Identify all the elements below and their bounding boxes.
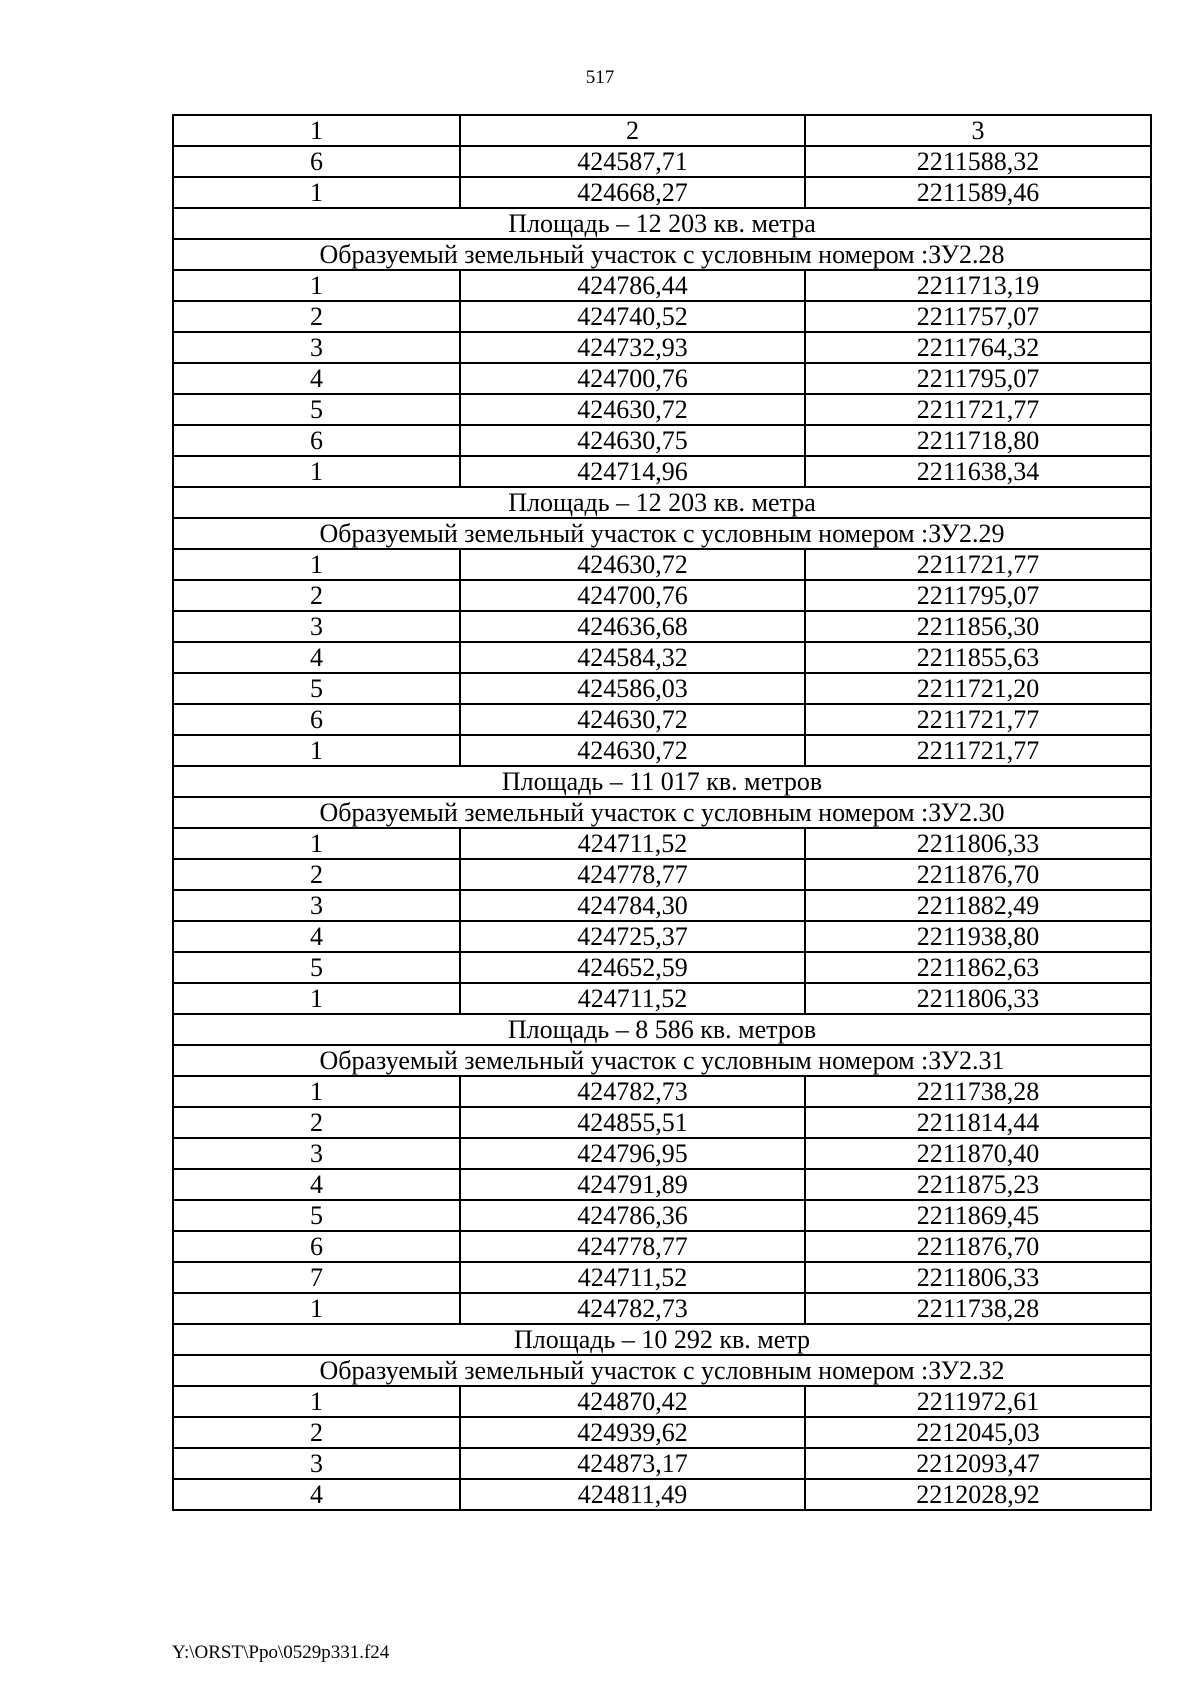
- x-coordinate-cell: 424778,77: [460, 859, 805, 890]
- table-row: [173, 921, 1151, 952]
- x-coordinate-cell: 424782,73: [460, 1293, 805, 1324]
- y-coordinate-cell: 2211856,30: [805, 611, 1151, 642]
- page-number: 517: [585, 67, 615, 88]
- y-coordinate-cell: 2211721,77: [805, 704, 1151, 735]
- table-row: [173, 1386, 1151, 1417]
- y-coordinate-cell: 2211938,80: [805, 921, 1151, 952]
- y-coordinate-cell: 2211876,70: [805, 859, 1151, 890]
- point-number-cell: 5: [173, 1200, 460, 1231]
- y-coordinate-cell: 2212028,92: [805, 1479, 1151, 1510]
- table-row: [173, 270, 1151, 301]
- point-number-cell: 4: [173, 363, 460, 394]
- section-label: Площадь – 8 586 кв. метров: [173, 1014, 1151, 1045]
- x-coordinate-cell: 424711,52: [460, 1262, 805, 1293]
- y-coordinate-cell: 2211795,07: [805, 363, 1151, 394]
- point-number-cell: 3: [173, 1138, 460, 1169]
- x-coordinate-cell: 424784,30: [460, 890, 805, 921]
- point-number-cell: 1: [173, 735, 460, 766]
- y-coordinate-cell: 2211870,40: [805, 1138, 1151, 1169]
- table-row: [173, 1138, 1151, 1169]
- table-row: [173, 456, 1151, 487]
- x-coordinate-cell: 424711,52: [460, 983, 805, 1014]
- y-coordinate-cell: 2211721,77: [805, 394, 1151, 425]
- x-coordinate-cell: 424700,76: [460, 363, 805, 394]
- x-coordinate-cell: 424700,76: [460, 580, 805, 611]
- section-label: Площадь – 11 017 кв. метров: [173, 766, 1151, 797]
- y-coordinate-cell: 2211738,28: [805, 1076, 1151, 1107]
- table-body: [173, 146, 1151, 1510]
- table-row: [173, 1262, 1151, 1293]
- section-row: [173, 797, 1151, 828]
- x-coordinate-cell: 424630,75: [460, 425, 805, 456]
- x-coordinate-cell: 424939,62: [460, 1417, 805, 1448]
- x-coordinate-cell: 424870,42: [460, 1386, 805, 1417]
- section-label: Образуемый земельный участок с условным номером :ЗУ2.29: [173, 518, 1151, 549]
- point-number-cell: 3: [173, 890, 460, 921]
- point-number-cell: 1: [173, 1293, 460, 1324]
- section-row: [173, 518, 1151, 549]
- table-row: [173, 859, 1151, 890]
- table-row: [173, 983, 1151, 1014]
- table-row: [173, 177, 1151, 208]
- point-number-cell: 4: [173, 921, 460, 952]
- section-row: [173, 1355, 1151, 1386]
- y-coordinate-cell: 2211718,80: [805, 425, 1151, 456]
- section-row: [173, 1324, 1151, 1355]
- point-number-cell: 1: [173, 1076, 460, 1107]
- table-row: [173, 332, 1151, 363]
- section-row: [173, 487, 1151, 518]
- x-coordinate-cell: 424786,44: [460, 270, 805, 301]
- x-coordinate-cell: 424587,71: [460, 146, 805, 177]
- point-number-cell: 1: [173, 983, 460, 1014]
- table-row: [173, 1417, 1151, 1448]
- x-coordinate-cell: 424791,89: [460, 1169, 805, 1200]
- table-row: [173, 704, 1151, 735]
- point-number-cell: 2: [173, 1107, 460, 1138]
- point-number-cell: 1: [173, 1386, 460, 1417]
- section-label: Образуемый земельный участок с условным номером :ЗУ2.30: [173, 797, 1151, 828]
- y-coordinate-cell: 2211764,32: [805, 332, 1151, 363]
- column-header-y: 3: [805, 115, 1151, 146]
- x-coordinate-cell: 424714,96: [460, 456, 805, 487]
- x-coordinate-cell: 424855,51: [460, 1107, 805, 1138]
- x-coordinate-cell: 424636,68: [460, 611, 805, 642]
- x-coordinate-cell: 424725,37: [460, 921, 805, 952]
- coordinates-table: [172, 114, 1152, 1511]
- table-row: [173, 549, 1151, 580]
- table-row: [173, 1479, 1151, 1510]
- y-coordinate-cell: 2211806,33: [805, 983, 1151, 1014]
- section-label: Образуемый земельный участок с условным номером :ЗУ2.31: [173, 1045, 1151, 1076]
- x-coordinate-cell: 424711,52: [460, 828, 805, 859]
- point-number-cell: 5: [173, 394, 460, 425]
- point-number-cell: 2: [173, 580, 460, 611]
- section-row: [173, 766, 1151, 797]
- y-coordinate-cell: 2211875,23: [805, 1169, 1151, 1200]
- point-number-cell: 3: [173, 332, 460, 363]
- x-coordinate-cell: 424778,77: [460, 1231, 805, 1262]
- x-coordinate-cell: 424586,03: [460, 673, 805, 704]
- point-number-cell: 2: [173, 301, 460, 332]
- table-row: [173, 735, 1151, 766]
- x-coordinate-cell: 424652,59: [460, 952, 805, 983]
- file-path-footer: Y:\ORST\Ppo\0529p331.f24: [172, 1642, 390, 1663]
- y-coordinate-cell: 2211876,70: [805, 1231, 1151, 1262]
- section-label: Площадь – 12 203 кв. метра: [173, 208, 1151, 239]
- y-coordinate-cell: 2211806,33: [805, 828, 1151, 859]
- point-number-cell: 7: [173, 1262, 460, 1293]
- table-row: [173, 146, 1151, 177]
- point-number-cell: 6: [173, 1231, 460, 1262]
- section-row: [173, 208, 1151, 239]
- point-number-cell: 5: [173, 952, 460, 983]
- point-number-cell: 6: [173, 425, 460, 456]
- x-coordinate-cell: 424630,72: [460, 704, 805, 735]
- table-row: [173, 611, 1151, 642]
- point-number-cell: 2: [173, 1417, 460, 1448]
- table-row: [173, 394, 1151, 425]
- y-coordinate-cell: 2212045,03: [805, 1417, 1151, 1448]
- x-coordinate-cell: 424584,32: [460, 642, 805, 673]
- table-header-row: [173, 115, 1151, 146]
- point-number-cell: 3: [173, 1448, 460, 1479]
- table-row: [173, 1448, 1151, 1479]
- column-header-x: 2: [460, 115, 805, 146]
- y-coordinate-cell: 2211588,32: [805, 146, 1151, 177]
- x-coordinate-cell: 424630,72: [460, 735, 805, 766]
- section-label: Площадь – 12 203 кв. метра: [173, 487, 1151, 518]
- y-coordinate-cell: 2211713,19: [805, 270, 1151, 301]
- x-coordinate-cell: 424630,72: [460, 549, 805, 580]
- point-number-cell: 4: [173, 1169, 460, 1200]
- point-number-cell: 1: [173, 177, 460, 208]
- point-number-cell: 2: [173, 859, 460, 890]
- table-row: [173, 1200, 1151, 1231]
- y-coordinate-cell: 2211795,07: [805, 580, 1151, 611]
- x-coordinate-cell: 424796,95: [460, 1138, 805, 1169]
- y-coordinate-cell: 2211855,63: [805, 642, 1151, 673]
- y-coordinate-cell: 2211638,34: [805, 456, 1151, 487]
- x-coordinate-cell: 424786,36: [460, 1200, 805, 1231]
- section-row: [173, 239, 1151, 270]
- table-row: [173, 1107, 1151, 1138]
- point-number-cell: 6: [173, 704, 460, 735]
- section-row: [173, 1045, 1151, 1076]
- y-coordinate-cell: 2211757,07: [805, 301, 1151, 332]
- table-row: [173, 580, 1151, 611]
- section-label: Образуемый земельный участок с условным номером :ЗУ2.32: [173, 1355, 1151, 1386]
- y-coordinate-cell: 2211972,61: [805, 1386, 1151, 1417]
- point-number-cell: 3: [173, 611, 460, 642]
- table-row: [173, 1169, 1151, 1200]
- x-coordinate-cell: 424732,93: [460, 332, 805, 363]
- y-coordinate-cell: 2211814,44: [805, 1107, 1151, 1138]
- table-row: [173, 890, 1151, 921]
- y-coordinate-cell: 2211721,77: [805, 735, 1151, 766]
- table-row: [173, 642, 1151, 673]
- table-row: [173, 1231, 1151, 1262]
- section-row: [173, 1014, 1151, 1045]
- point-number-cell: 1: [173, 549, 460, 580]
- table-row: [173, 301, 1151, 332]
- y-coordinate-cell: 2211882,49: [805, 890, 1151, 921]
- table-row: [173, 828, 1151, 859]
- y-coordinate-cell: 2211862,63: [805, 952, 1151, 983]
- x-coordinate-cell: 424668,27: [460, 177, 805, 208]
- x-coordinate-cell: 424740,52: [460, 301, 805, 332]
- table-row: [173, 673, 1151, 704]
- point-number-cell: 5: [173, 673, 460, 704]
- table-row: [173, 952, 1151, 983]
- section-label: Образуемый земельный участок с условным номером :ЗУ2.28: [173, 239, 1151, 270]
- table-row: [173, 1293, 1151, 1324]
- point-number-cell: 1: [173, 828, 460, 859]
- y-coordinate-cell: 2211589,46: [805, 177, 1151, 208]
- y-coordinate-cell: 2211721,77: [805, 549, 1151, 580]
- x-coordinate-cell: 424782,73: [460, 1076, 805, 1107]
- y-coordinate-cell: 2212093,47: [805, 1448, 1151, 1479]
- point-number-cell: 4: [173, 1479, 460, 1510]
- point-number-cell: 1: [173, 456, 460, 487]
- point-number-cell: 6: [173, 146, 460, 177]
- table-row: [173, 425, 1151, 456]
- table-row: [173, 363, 1151, 394]
- x-coordinate-cell: 424630,72: [460, 394, 805, 425]
- y-coordinate-cell: 2211806,33: [805, 1262, 1151, 1293]
- column-header-point-number: 1: [173, 115, 460, 146]
- x-coordinate-cell: 424811,49: [460, 1479, 805, 1510]
- y-coordinate-cell: 2211738,28: [805, 1293, 1151, 1324]
- x-coordinate-cell: 424873,17: [460, 1448, 805, 1479]
- y-coordinate-cell: 2211721,20: [805, 673, 1151, 704]
- point-number-cell: 4: [173, 642, 460, 673]
- point-number-cell: 1: [173, 270, 460, 301]
- section-label: Площадь – 10 292 кв. метр: [173, 1324, 1151, 1355]
- y-coordinate-cell: 2211869,45: [805, 1200, 1151, 1231]
- table-row: [173, 1076, 1151, 1107]
